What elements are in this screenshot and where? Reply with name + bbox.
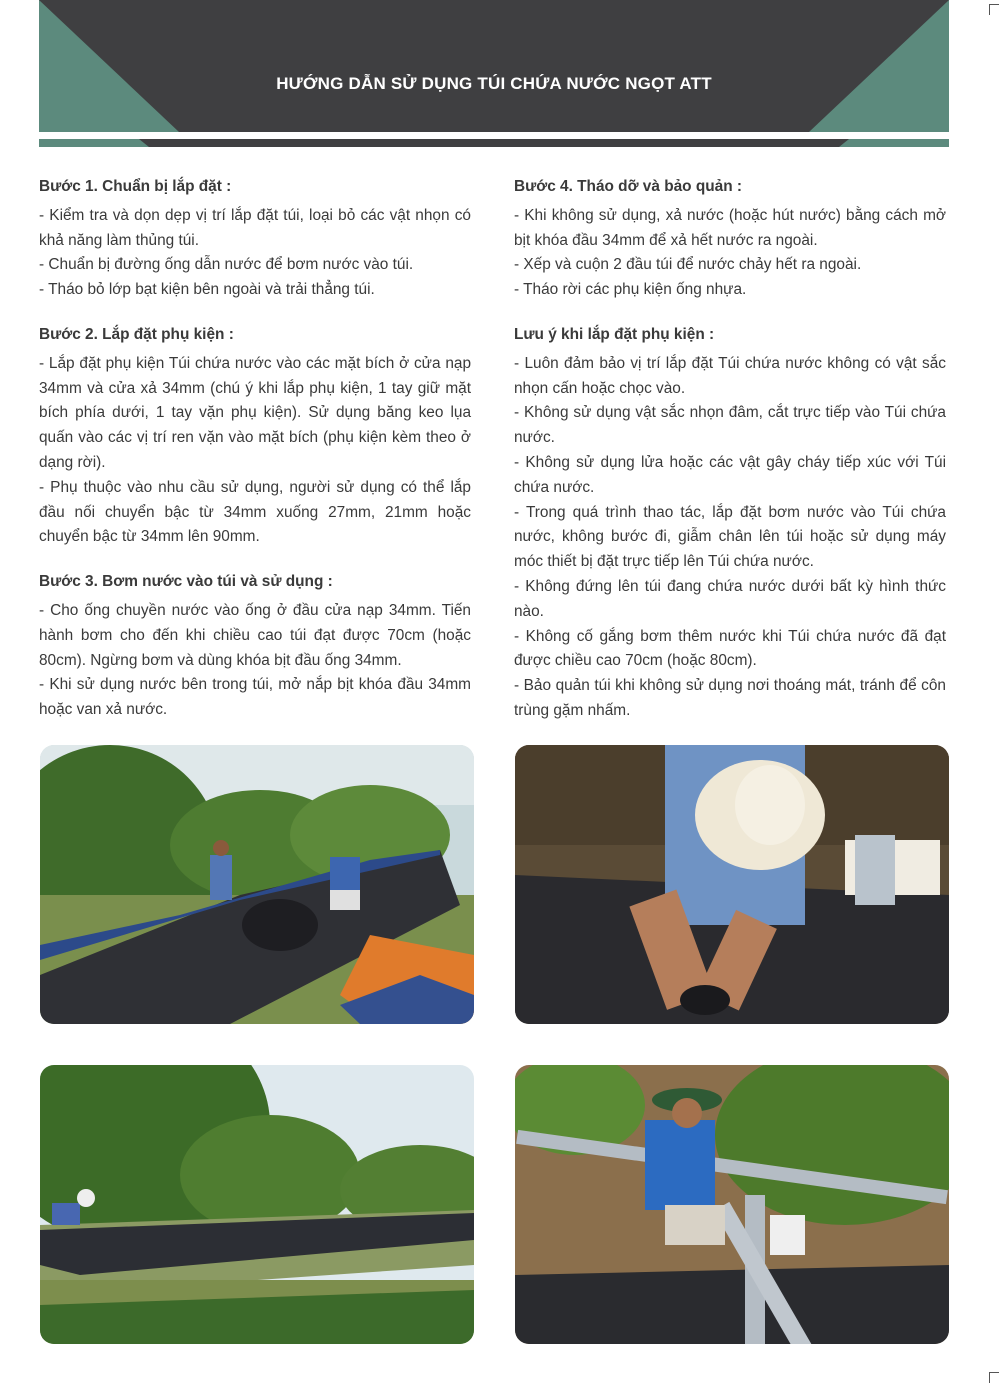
- step-1-line: - Tháo bỏ lớp bạt kiện bên ngoài và trải thẳng túi.: [39, 281, 375, 299]
- note-line: - Không cố gắng bơm thêm nước khi Túi chứa nước đã đạt được chiều cao 70cm (hoặc 80cm).: [514, 627, 946, 670]
- step-3-heading: Bước 3. Bơm nước vào túi và sử dụng :: [39, 573, 333, 591]
- step-3-line: - Khi sử dụng nước bên trong túi, mở nắp bịt khóa đầu 34mm hoặc van xả nước.: [39, 676, 471, 719]
- photo-bag-in-orchard: [40, 1065, 474, 1344]
- right-column: [514, 175, 946, 744]
- note-line: - Luôn đảm bảo vị trí lắp đặt Túi chứa nước không có vật sắc nhọn cấn hoặc chọc vào.: [514, 354, 946, 397]
- step-4-line: - Tháo rời các phụ kiện ống nhựa.: [514, 281, 747, 299]
- page-header: [39, 0, 949, 147]
- notes-heading: Lưu ý khi lắp đặt phụ kiện :: [514, 325, 715, 343]
- note-line: - Bảo quản túi khi không sử dụng nơi thoáng mát, tránh để côn trùng gặm nhấm.: [514, 677, 946, 719]
- crop-mark: [989, 4, 999, 15]
- step-1-line: - Kiểm tra và dọn dẹp vị trí lắp đặt túi, loại bỏ các vật nhọn có khả năng làm thủng túi.: [39, 206, 471, 249]
- step-4-line: - Khi không sử dụng, xả nước (hoặc hút nước) bằng cách mở bịt khóa đầu 34mm để xả hết nước ra ngoài.: [514, 206, 946, 249]
- photo-assembling-pipes: [515, 1065, 949, 1344]
- step-1-section: [39, 175, 471, 303]
- step-3-line: - Cho ống chuyền nước vào ống ở đầu cửa nạp 34mm. Tiến hành bơm cho đến khi chiều cao túi đạt được 70cm (hoặc 80cm). Ngừng bơm và dùng khóa bịt đầu ống 34mm.: [39, 601, 471, 669]
- step-2-section: [39, 323, 471, 550]
- step-4-section: [514, 175, 946, 303]
- step-2-heading: Bước 2. Lắp đặt phụ kiện :: [39, 325, 234, 343]
- left-column: [39, 175, 471, 743]
- step-2-line: - Lắp đặt phụ kiện Túi chứa nước vào các mặt bích ở cửa nạp 34mm và cửa xả 34mm (chú ý khi lắp phụ kiện, 1 tay giữ mặt bích phía dưới, 1 tay vặn phụ kiện). Sử dụng băng keo lụa quấn vào các vị trí ren vặn vào mặt bích (phụ kiện kèm theo ở dạng rời).: [39, 354, 471, 471]
- photo-unrolling-bag: [40, 745, 474, 1024]
- note-line: - Không sử dụng vật sắc nhọn đâm, cắt trực tiếp vào Túi chứa nước.: [514, 404, 946, 447]
- page-title: HƯỚNG DẪN SỬ DỤNG TÚI CHỨA NƯỚC NGỌT ATT: [276, 74, 712, 93]
- step-4-line: - Xếp và cuộn 2 đầu túi để nước chảy hết ra ngoài.: [514, 256, 862, 274]
- step-1-heading: Bước 1. Chuẩn bị lắp đặt :: [39, 178, 232, 195]
- crop-mark: [989, 1372, 999, 1383]
- step-1-line: - Chuẩn bị đường ống dẫn nước để bơm nước vào túi.: [39, 256, 414, 274]
- step-2-line: - Phụ thuộc vào nhu cầu sử dụng, người sử dụng có thể lắp đầu nối chuyển bậc từ 34mm xuống 27mm, 21mm hoặc chuyển bậc từ 34mm lên 90mm.: [39, 478, 471, 546]
- step-3-section: [39, 570, 471, 723]
- note-line: - Không sử dụng lửa hoặc các vật gây cháy tiếp xúc với Túi chứa nước.: [514, 453, 946, 496]
- step-4-heading: Bước 4. Tháo dỡ và bảo quản :: [514, 178, 743, 195]
- photo-installing-fitting: [515, 745, 949, 1024]
- note-line: - Không đứng lên túi đang chứa nước dưới bất kỳ hình thức nào.: [514, 577, 946, 620]
- note-line: - Trong quá trình thao tác, lắp đặt bơm nước vào Túi chứa nước, không bước đi, giẫm chân lên túi hoặc sử dụng máy móc thiết bị đặt trực tiếp lên Túi chứa nước.: [514, 503, 946, 571]
- notes-section: [514, 323, 946, 724]
